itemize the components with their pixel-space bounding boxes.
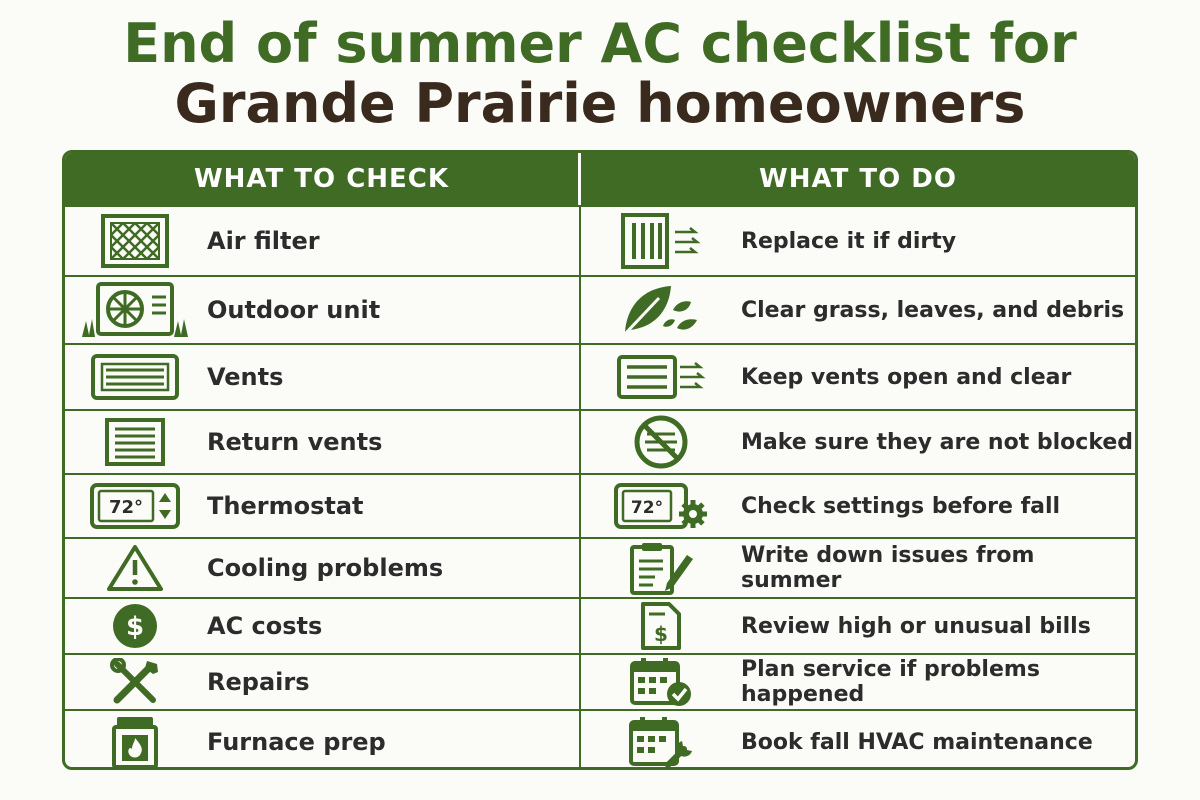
header-what-to-check: WHAT TO CHECK (65, 153, 581, 205)
dollar-icon (65, 601, 205, 651)
tools-icon (65, 658, 205, 706)
table-row (65, 409, 1135, 473)
check-item-label: AC costs (207, 612, 323, 640)
page-title (0, 14, 1200, 134)
table-row (65, 653, 1135, 709)
svg-text:$: $ (654, 622, 668, 646)
check-item-label: Furnace prep (207, 728, 386, 756)
table-header (65, 153, 1135, 205)
furnace-icon (65, 715, 205, 769)
filter-airflow-icon (581, 212, 741, 270)
thermostat-gear-icon (581, 481, 741, 531)
svg-text:$: $ (125, 612, 145, 642)
table-row (65, 473, 1135, 537)
blocked-vent-icon (581, 414, 741, 470)
header-what-to-do: WHAT TO DO (759, 164, 957, 194)
warning-icon (65, 543, 205, 593)
table-row (65, 709, 1135, 770)
vent-airflow-icon (581, 353, 741, 401)
do-item-label: Check settings before fall (741, 493, 1061, 519)
return-vent-icon (65, 417, 205, 467)
calendar-wrench-icon (581, 715, 741, 769)
do-item-label: Make sure they are not blocked (741, 429, 1134, 455)
table-row (65, 597, 1135, 653)
thermostat-reading: 72° (108, 497, 144, 518)
table-row (65, 275, 1135, 343)
check-item-label: Thermostat (207, 492, 364, 520)
check-item-label: Repairs (207, 668, 310, 696)
table-row (65, 205, 1135, 275)
bill-icon (581, 601, 741, 651)
title-line-1: End of summer AC checklist for (123, 12, 1077, 75)
do-item-label: Review high or unusual bills (741, 613, 1091, 639)
do-item-label: Book fall HVAC maintenance (741, 729, 1093, 755)
table-row (65, 537, 1135, 597)
thermostat-icon (65, 482, 205, 530)
table-row (65, 343, 1135, 409)
outdoor-unit-icon (65, 281, 205, 339)
check-item-label: Outdoor unit (207, 296, 381, 324)
vent-icon (65, 353, 205, 401)
thermostat-reading: 72° (630, 498, 664, 518)
check-item-label: Air filter (207, 227, 320, 255)
check-item-label: Vents (207, 363, 284, 391)
clipboard-pencil-icon (581, 541, 741, 595)
do-item-label: Keep vents open and clear (741, 364, 1072, 390)
do-item-label: Write down issues from summer (741, 543, 1035, 593)
do-item-label: Clear grass, leaves, and debris (741, 297, 1125, 323)
do-item-label: Replace it if dirty (741, 228, 957, 254)
calendar-check-icon (581, 656, 741, 708)
check-item-label: Return vents (207, 428, 383, 456)
checklist-table (62, 150, 1138, 770)
air-filter-icon (65, 213, 205, 269)
check-item-label: Cooling problems (207, 554, 444, 582)
leaves-icon (581, 282, 741, 338)
title-line-2: Grande Prairie homeowners (174, 72, 1026, 135)
do-item-label: Plan service if problems happened (741, 657, 1040, 707)
